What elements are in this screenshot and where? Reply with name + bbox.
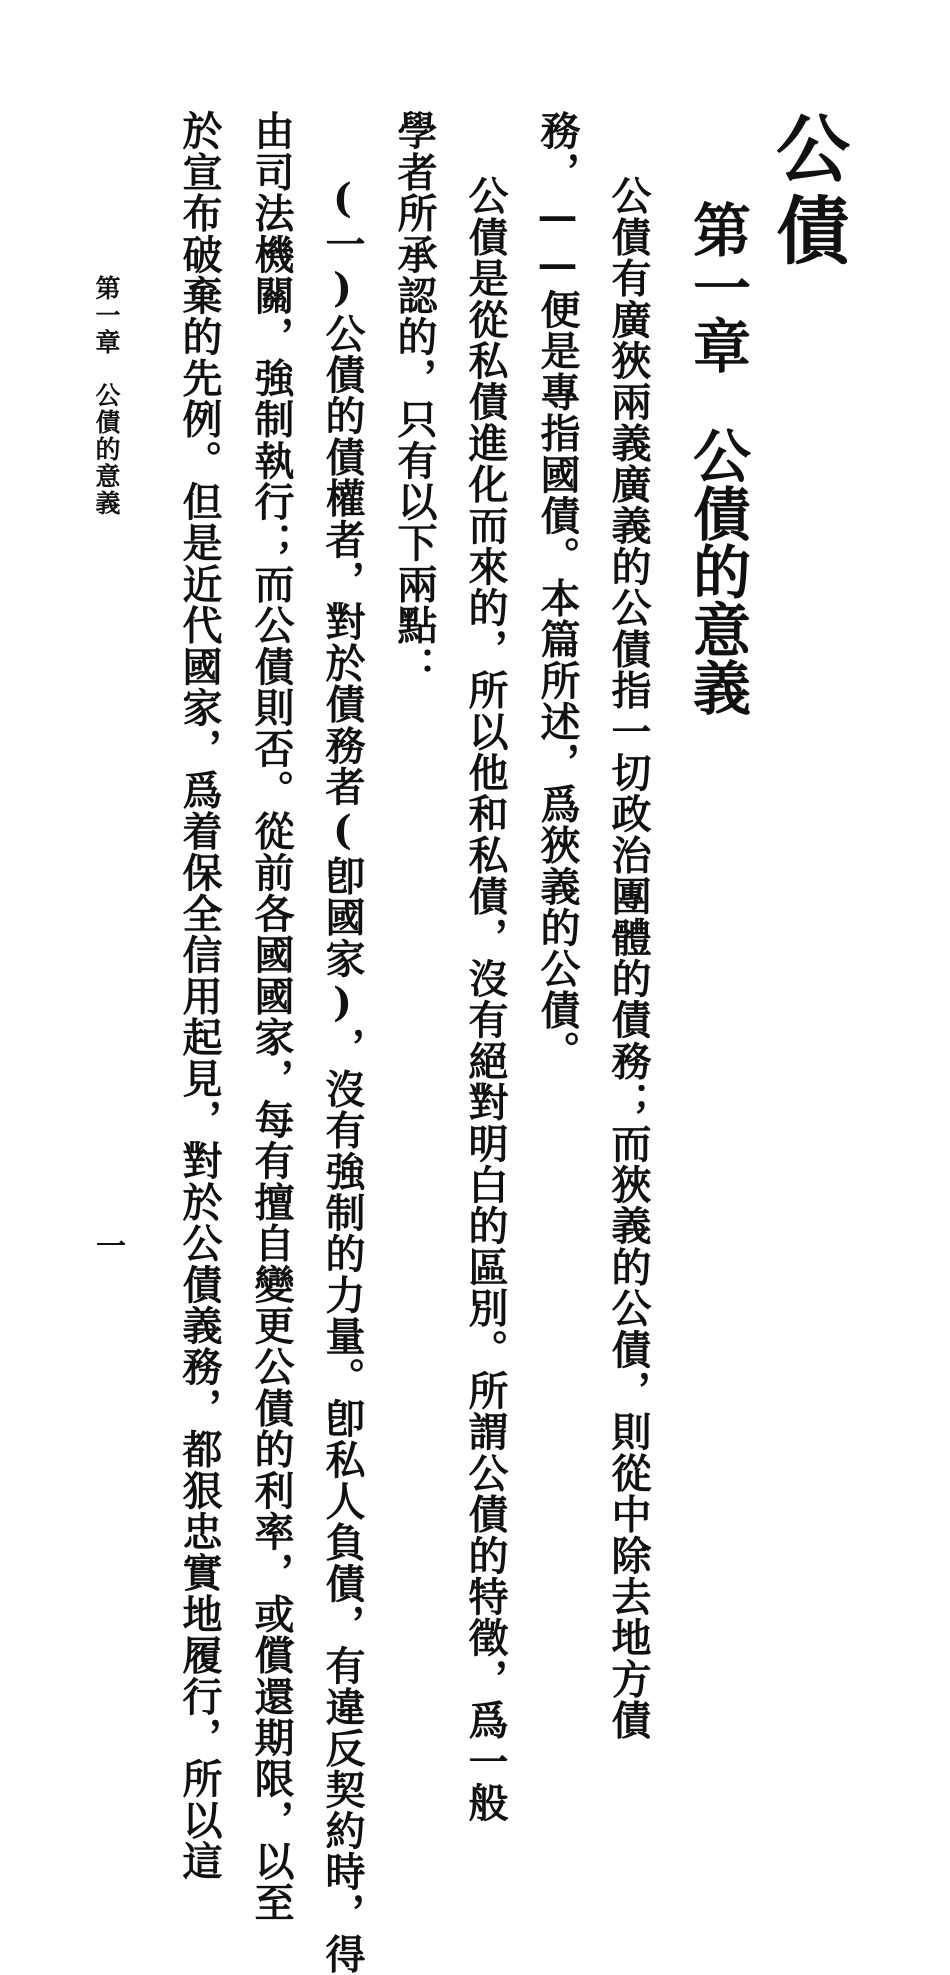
body-line: 學者所承認的，只有以下兩點： bbox=[391, 110, 438, 687]
chapter-heading bbox=[683, 200, 751, 716]
chapter-title: 公債的意義 bbox=[683, 426, 751, 716]
running-head-chapter: 第一章 bbox=[92, 275, 121, 356]
chapter-number: 第一章 bbox=[683, 200, 751, 374]
page-number: 一 bbox=[90, 1230, 125, 1260]
body-line: 公債是從私債進化而來的，所以他和私債，沒有絕對明白的區別。所謂公債的特徵，爲一般 bbox=[462, 175, 509, 1823]
body-line: 由司法機關，強制執行；而公債則否。從前各國國家，每有擅自變更公債的利率，或償還期限，以至 bbox=[248, 110, 295, 1923]
body-line: 公債有廣狹兩義廣義的公債指一切政治團體的債務；而狹義的公債，則從中除去地方債 bbox=[605, 175, 652, 1741]
body-line: 務，——便是專指國債。本篇所述，爲狹義的公債。 bbox=[534, 110, 581, 1072]
book-title: 公債 bbox=[764, 110, 850, 274]
body-line: (一)公債的債權者，對於債務者(卽國家)，沒有強制的力量。卽私人負債，有違反契約時，得 bbox=[319, 175, 366, 1975]
running-head bbox=[94, 275, 119, 517]
running-head-title: 公債的意義 bbox=[92, 382, 121, 517]
body-line: 於宣布破棄的先例。但是近代國家，爲着保全信用起見，對於公債義務，都狠忠實地履行，所以這 bbox=[176, 110, 223, 1882]
